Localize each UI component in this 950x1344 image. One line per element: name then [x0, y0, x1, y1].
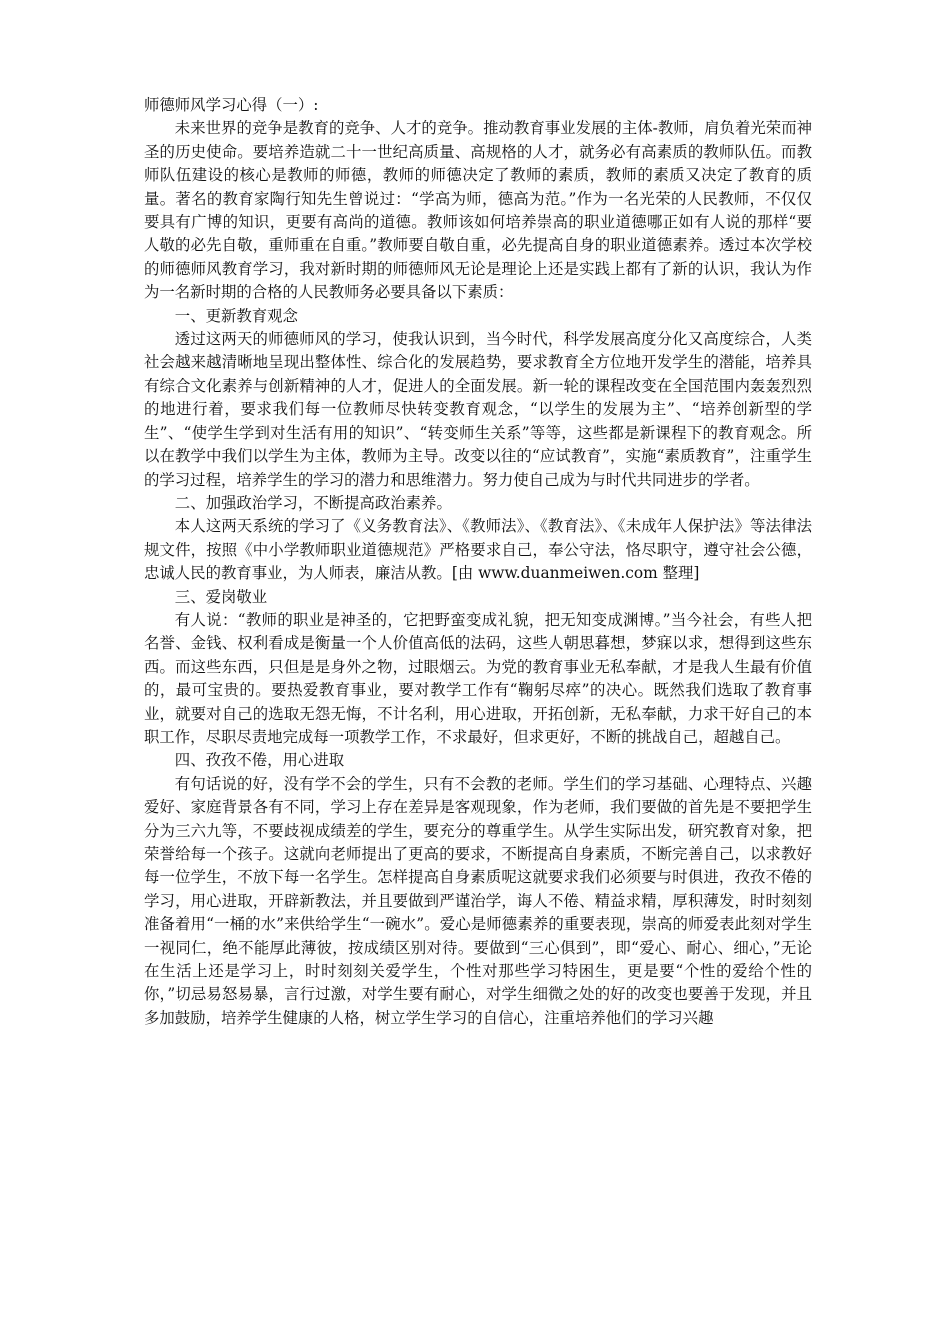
section-4-paragraph: 有句话说的好，没有学不会的学生，只有不会教的老师。学生们的学习基础、心理特点、兴趣爱好、家庭背景各有不同，学习上存在差异是客观现象，作为老师，我们要做的首先是不要把学生分为三六九等，不要歧视成绩差的学生，要充分的尊重学生。从学生实际出发，研究教育对象，把荣誉给每一个孩子。这就向老师提出了更高的要求，不断提高自身素质，不断完善自己，以求教好每一位学生，不放下每一名学生。怎样提高自身素质呢这就要求我们必须要与时俱进，孜孜不倦的学习，用心进取，开辟新教法，并且要做到严谨治学，诲人不倦、精益求精，厚积薄发，时时刻刻准备着用“一桶的水”来供给学生“一碗水”。爱心是师德素养的重要表现，崇高的师爱表此刻对学生一视同仁，绝不能厚此薄彼，按成绩区别对待。要做到“三心俱到”，即“爱心、耐心、细心，”无论在生活上还是学习上，时时刻刻关爱学生，个性对那些学习特困生，更是要“个性的爱给个性的你，”切忌易怒易暴，言行过激，对学生要有耐心，对学生细微之处的好的改变也要善于发现，并且多加鼓励，培养学生健康的人格，树立学生学习的自信心，注重培养他们的学习兴趣 — [144, 774, 812, 1027]
section-heading-4: 四、孜孜不倦，用心进取 — [174, 751, 345, 770]
section-heading-1: 一、更新教育观念 — [174, 306, 298, 325]
document-title: 师德师风学习心得（一）: — [144, 96, 319, 114]
section-heading-2: 二、加强政治学习，不断提高政治素养。 — [174, 493, 452, 512]
section-2-paragraph: 本人这两天系统的学习了《义务教育法》、《教师法》、《教育法》、《未成年人保护法》等法律法规文件，按照《中小学教师职业道德规范》严格要求自己，奉公守法，恪尽职守，遵守社会公德，忠诚人民的教育事业，为人师表，廉洁从教。[由 www.duanmeiwen.com 整理] — [144, 517, 812, 583]
section-heading-3: 三、爱岗敬业 — [174, 587, 268, 606]
document-body — [144, 117, 812, 1030]
section-3-paragraph: 有人说：“教师的职业是神圣的，它把野蛮变成礼貌，把无知变成渊博。”当今社会，有些人把名誉、金钱、权利看成是衡量一个人价值高低的法码，这些人朝思暮想，梦寐以求，想得到这些东西。而这些东西，只但是是身外之物，过眼烟云。为党的教育事业无私奉献，才是我人生最有价值的，最可宝贵的。要热爱教育事业，要对教学工作有“鞠躬尽瘁”的决心。既然我们选取了教育事业，就要对自己的选取无怨无悔，不计名利，用心进取，开拓创新，无私奉献，力求干好自己的本职工作，尽职尽责地完成每一项教学工作，不求最好，但求更好，不断的挑战自己，超越自己。 — [144, 610, 812, 746]
document-page — [144, 94, 812, 1030]
intro-paragraph: 未来世界的竞争是教育的竞争、人才的竞争。推动教育事业发展的主体-教师，肩负着光荣而神圣的历史使命。要培养造就二十一世纪高质量、高规格的人才，就务必有高素质的教师队伍。而教师队伍建设的核心是教师的师德，教师的师德决定了教师的素质，教师的素质又决定了教育的质量。著名的教育家陶行知先生曾说过：“学高为师，德高为范。”作为一名光荣的人民教师，不仅仅要具有广博的知识，更要有高尚的道德。教师该如何培养崇高的职业道德哪正如有人说的那样“要人敬的必先自敬，重师重在自重。”教师要自敬自重，必先提高自身的职业道德素养。透过本次学校的师德师风教育学习，我对新时期的师德师风无论是理论上还是实践上都有了新的认识，我认为作为一名新时期的合格的人民教师务必要具备以下素质： — [144, 119, 812, 302]
section-1-paragraph: 透过这两天的师德师风的学习，使我认识到，当今时代，科学发展高度分化又高度综合，人类社会越来越清晰地呈现出整体性、综合化的发展趋势，要求教育全方位地开发学生的潜能，培养具有综合文化素养与创新精神的人才，促进人的全面发展。新一轮的课程改变在全国范围内轰轰烈烈的地进行着，要求我们每一位教师尽快转变教育观念，“以学生的发展为主”、“培养创新型的学生”、“使学生学到对生活有用的知识”、“转变师生关系”等等，这些都是新课程下的教育观念。所以在教学中我们以学生为主体，教师为主导。改变以往的“应试教育”，实施“素质教育”，注重学生的学习过程，培养学生的学习的潜力和思维潜力。努力使自己成为与时代共同进步的学者。 — [144, 330, 812, 489]
